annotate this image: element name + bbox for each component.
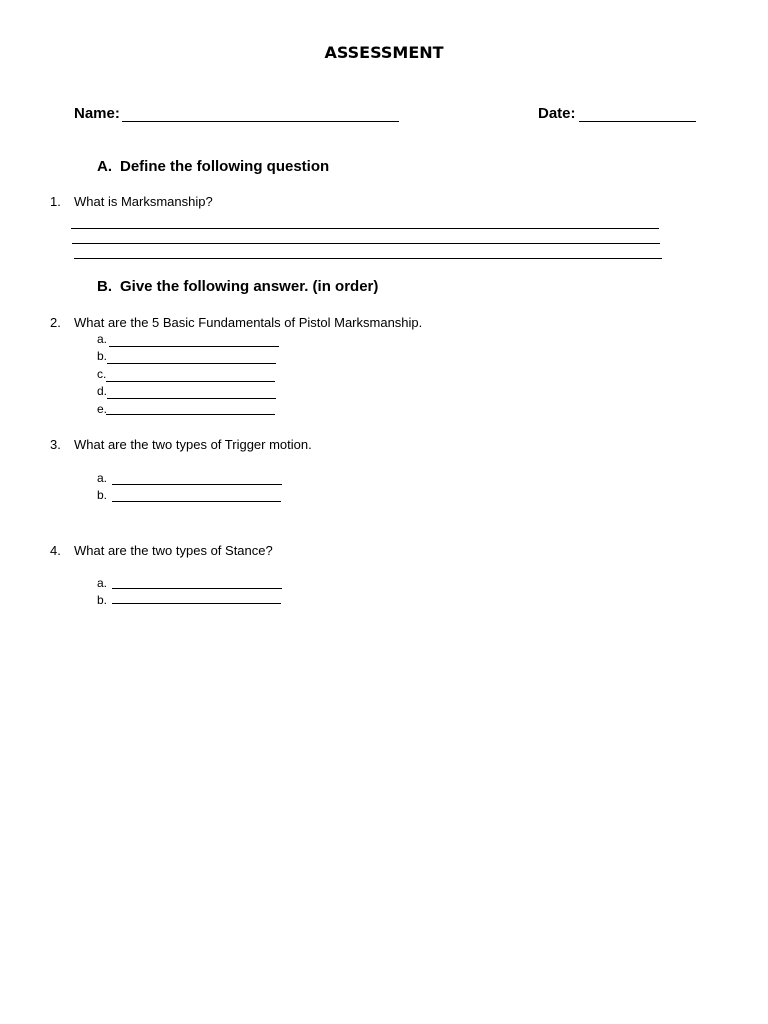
q4-answer-a[interactable] bbox=[112, 588, 282, 589]
name-field[interactable] bbox=[122, 121, 399, 122]
q4-answer-b[interactable] bbox=[112, 603, 281, 604]
answer-line-2[interactable] bbox=[72, 243, 660, 244]
section-b-marker: B. bbox=[97, 278, 112, 295]
section-a-heading: Define the following question bbox=[120, 158, 330, 175]
answer-line-1[interactable] bbox=[71, 228, 659, 229]
q2-answer-c[interactable] bbox=[106, 381, 275, 382]
q2-item-label: a. bbox=[97, 332, 108, 346]
q3-answer-a[interactable] bbox=[112, 484, 282, 485]
q2-answer-d[interactable] bbox=[107, 398, 276, 399]
q3-item-label: b. bbox=[97, 488, 108, 502]
answer-line-3[interactable] bbox=[74, 258, 662, 259]
q2-item-label: e. bbox=[97, 402, 108, 416]
q2-answer-a[interactable] bbox=[109, 346, 279, 347]
date-label: Date: bbox=[538, 105, 576, 122]
question-1-number: 1. bbox=[50, 194, 61, 209]
section-b-heading: Give the following answer. (in order) bbox=[120, 278, 379, 295]
q2-item-label: c. bbox=[97, 367, 107, 381]
question-2-number: 2. bbox=[50, 315, 61, 330]
question-1-text: What is Marksmanship? bbox=[74, 194, 213, 209]
question-2-text: What are the 5 Basic Fundamentals of Pistol Marksmanship. bbox=[74, 315, 423, 330]
q2-item-label: d. bbox=[97, 384, 108, 398]
q2-answer-b[interactable] bbox=[107, 363, 276, 364]
q3-item-label: a. bbox=[97, 471, 108, 485]
q4-item-label: b. bbox=[97, 593, 108, 607]
question-4-text: What are the two types of Stance? bbox=[74, 543, 273, 558]
question-3-number: 3. bbox=[50, 437, 61, 452]
date-field[interactable] bbox=[579, 121, 696, 122]
q4-item-label: a. bbox=[97, 576, 108, 590]
page-title: ASSESSMENT bbox=[324, 43, 444, 62]
name-label: Name: bbox=[74, 105, 120, 122]
question-4-number: 4. bbox=[50, 543, 61, 558]
question-3-text: What are the two types of Trigger motion. bbox=[74, 437, 312, 452]
q3-answer-b[interactable] bbox=[112, 501, 281, 502]
q2-item-label: b. bbox=[97, 349, 108, 363]
section-a-marker: A. bbox=[97, 158, 112, 175]
q2-answer-e[interactable] bbox=[106, 414, 275, 415]
